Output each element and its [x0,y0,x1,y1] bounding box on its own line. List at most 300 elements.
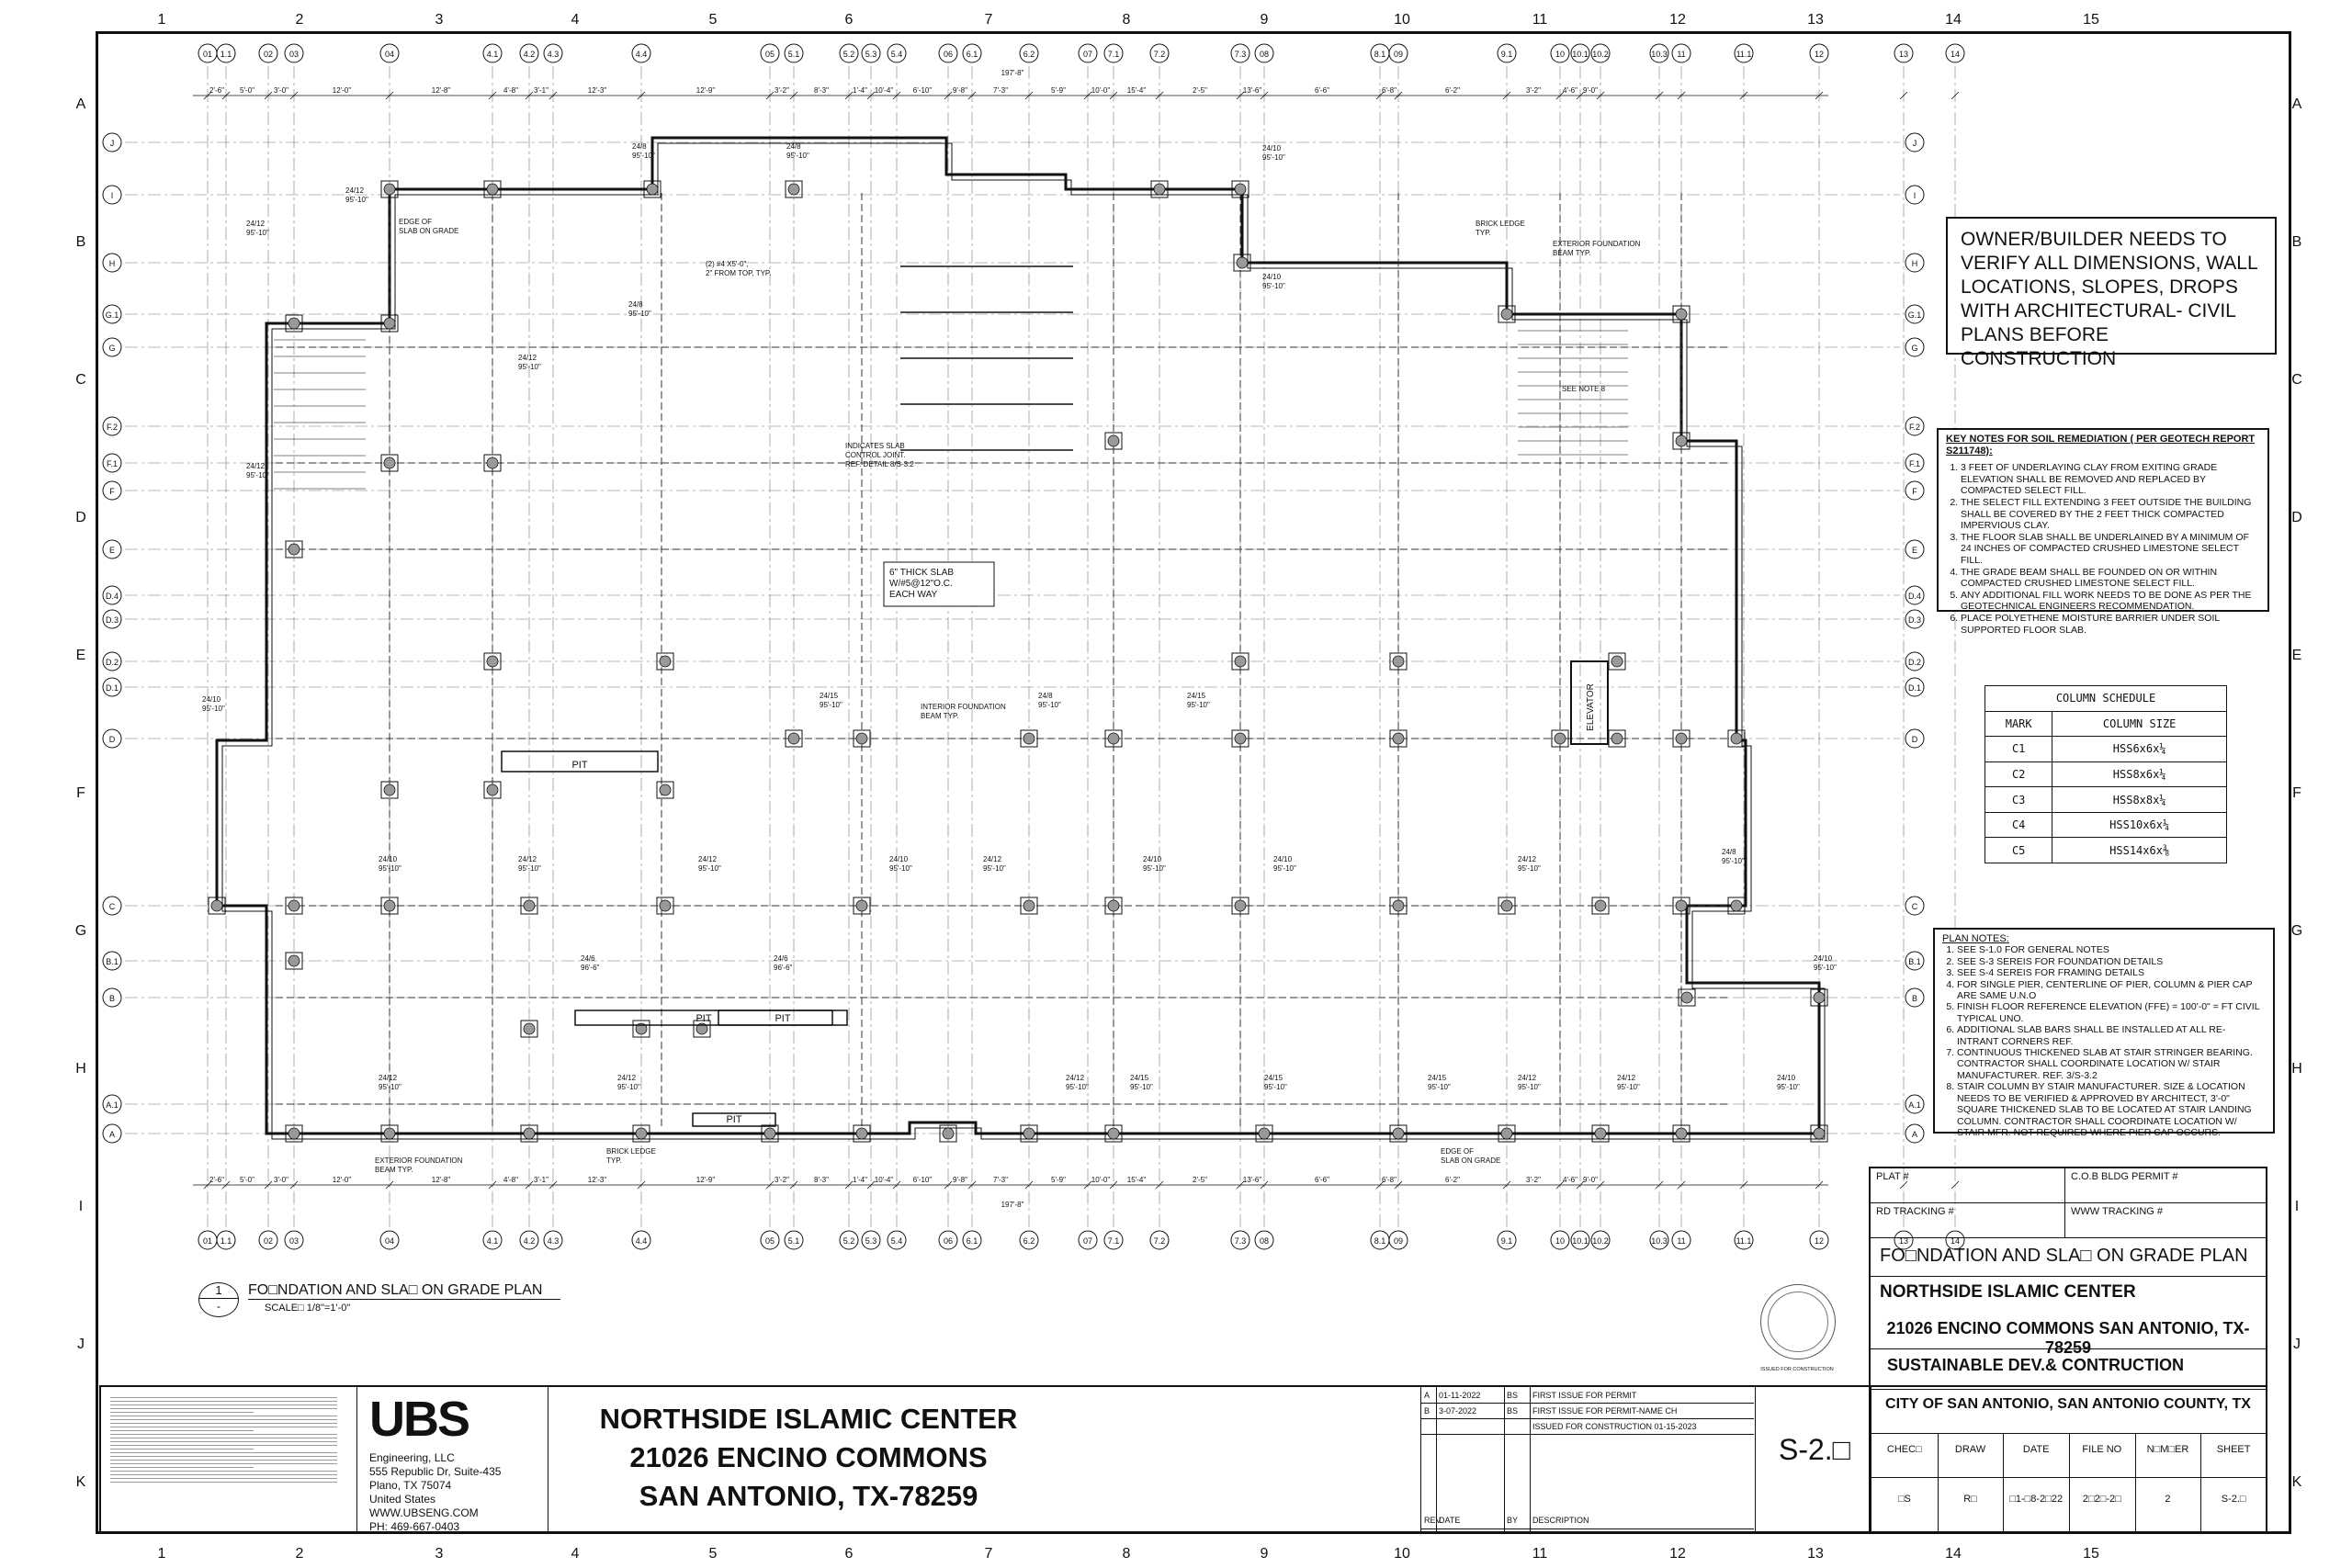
border-grid-number: 15 [2083,1546,2099,1562]
pier [1235,900,1246,911]
row-bubble-label: F.2 [1908,423,1921,432]
pier [1108,733,1119,744]
pier [1393,656,1404,667]
title-grid-header: FILE NO [2082,1444,2122,1455]
engineer-seal [1753,1268,1863,1378]
client-name: SUSTAINABLE DEV.& CONTRUCTION [1887,1356,2185,1374]
column-bubble-label: 11 [1677,50,1686,59]
pier-label: 95'-10" [246,229,269,237]
dimension-text: 6'-6" [1315,1176,1329,1184]
soil-notes-title: KEY NOTES FOR SOIL REMEDIATION ( PER GEOTECH REPORT S211748): [1946,434,2256,457]
pier [384,1128,395,1139]
pier-label: 95'-10" [698,864,721,873]
column-bubble-label: 10 [1555,50,1566,59]
pier-label: 95'-10" [1264,1083,1287,1091]
border-grid-letter: E [75,648,86,663]
seal-issued-text: ISSUED FOR CONSTRUCTION [1760,1367,1834,1372]
pier-label: 96'-6" [774,964,793,972]
border-grid-number: 10 [1394,12,1410,28]
border-grid-number: 10 [1394,1546,1410,1562]
dimension-text: 3'-0" [274,86,288,95]
pier [1023,1128,1035,1139]
dimension-text: 10'-0" [1091,86,1111,95]
plan-note-item: 8. STAIR COLUMN BY STAIR MANUFACTURER. SIZE & LOCATION NEEDS TO BE VERIFIED & APPROVED BY ARCHITECT, 3'-0" SQUARE THICKENED SLAB TO BE LOCATED AT STAIR LANDING COLUMN. CONTRACTOR SHALL COORDINATE LOCATION W/ STAIR MFR. NOT REQUIRED WHERE PIER CAP OCCURS. [1957,1081,2266,1138]
title-grid-header: DATE [2022,1444,2050,1455]
title-grid-value: □1-□8-2□22 [2009,1494,2064,1505]
brick-ledge-label: BRICK LEDGE [606,1147,656,1156]
pier-label: 95'-10" [1273,864,1296,873]
column-bubble-label: 01 [202,50,213,59]
dimension-text: 4'-8" [503,86,518,95]
column-bubble-label: 08 [1259,1236,1270,1246]
dimension-text: 5'-0" [240,1176,254,1184]
row-bubble-label: F [109,487,115,496]
pier-label: 24/8 [1038,692,1053,700]
border-grid-number: 12 [1669,12,1686,28]
dimension-text: 7'-3" [993,86,1008,95]
dimension-text: 4'-6" [1563,86,1577,95]
row-bubble-label: F [1912,487,1917,496]
row-bubble-label: G.1 [1907,310,1922,320]
owner-verify-note: OWNER/BUILDER NEEDS TO VERIFY ALL DIMENSIONS, WALL LOCATIONS, SLOPES, DROPS WITH ARCHITECTURAL- CIVIL PLANS BEFORE CONSTRUCTION [1946,217,2277,355]
row-bubble-label: G.1 [105,310,119,320]
pier-label: 24/10 [1273,855,1293,863]
pier-label: 95'-10" [1187,701,1210,709]
border-grid-number: 15 [2083,12,2099,28]
dimension-text: 1'-4" [853,86,867,95]
schedule-row [1985,838,2227,863]
dimension-text: 9'-0" [1583,86,1598,95]
column-bubble-label: 7.2 [1153,50,1166,59]
soil-notes-list [1946,462,2260,636]
pier-label: 96'-6" [581,964,600,972]
pier-label: 24/12 [379,1074,398,1082]
schedule-mark: C2 [1985,761,2052,787]
row-bubble-label: J [1912,139,1917,148]
pier-label: 24/8 [632,142,647,151]
pier-label: 24/10 [1143,855,1162,863]
schedule-mark: C1 [1985,737,2052,762]
revision-cell: 3-07-2022 [1439,1406,1477,1416]
dimension-text: 12'-9" [695,86,716,95]
pier [1393,900,1404,911]
plan-notes [1933,928,2275,1138]
row-bubble-label: C [1911,902,1918,911]
pier-label: 24/12 [1518,855,1537,863]
row-bubble-label: D [1911,735,1918,744]
pier [943,1128,954,1139]
border-grid-letter: D [2291,510,2302,525]
pier [1611,733,1623,744]
building-outline [217,138,1819,1134]
pier [384,900,395,911]
soil-note-item: 4. THE GRADE BEAM SHALL BE FOUNDED ON OR WITHIN COMPACTED CRUSHED LIMESTONE SELECT FILL. [1961,567,2260,590]
column-bubble-label: 10.3 [1651,1236,1668,1246]
border-grid-letter: D [75,510,86,525]
plan-note-item: 3. SEE S-4 SEREIS FOR FRAMING DETAILS [1957,967,2266,978]
slab-joint-label: INDICATES SLAB [845,442,905,450]
big-title-line-3: SAN ANTONIO, TX-78259 [639,1480,978,1512]
schedule-header-mark: MARK [1985,711,2052,737]
dimension-text: 12'-3" [587,86,607,95]
title-grid-value: 2□2□-2□ [2082,1494,2121,1505]
pier [1235,733,1246,744]
cob-permit-field: C.O.B BLDG PERMIT # [2065,1168,2266,1203]
pier [788,733,799,744]
title-grid-value: □S [1897,1494,1911,1505]
row-bubble-label: A.1 [1908,1100,1921,1110]
pier [1235,656,1246,667]
pier [384,784,395,795]
pier [1393,1128,1404,1139]
dimension-text: 15'-4" [1126,1176,1147,1184]
www-tracking-field: WWW TRACKING # [2065,1203,2266,1238]
pier-label: 24/15 [1130,1074,1149,1082]
dimension-text: 10'-4" [874,1176,894,1184]
border-grid-letter: B [75,234,86,250]
pier [1501,900,1512,911]
row-bubble-label: H [1911,259,1918,268]
pier [1814,1128,1825,1139]
pier [288,544,300,555]
pier [524,900,535,911]
rebar-note: 2" FROM TOP, TYP. [706,269,772,277]
column-bubble-label: 4.1 [486,1236,499,1246]
column-bubble-label: 4.4 [635,50,648,59]
column-bubble-label: 5.4 [890,1236,903,1246]
pier [1501,1128,1512,1139]
border-grid-letter: C [75,372,86,388]
revision-table [1421,1387,1754,1532]
slab-note: 6" THICK SLAB [889,568,955,578]
plan-note-item: 1. SEE S-1.0 FOR GENERAL NOTES [1957,944,2266,955]
schedule-size: HSS8x8x¼ [2052,787,2227,813]
title-grid-value: R□ [1963,1494,1977,1505]
column-schedule [1984,685,2227,863]
border-grid-letter: K [75,1474,86,1490]
edge-slab-label: SLAB ON GRADE [399,227,459,235]
pier-label: 24/12 [345,186,365,195]
border-grid-number: 4 [571,12,580,28]
pier [856,733,867,744]
jurisdiction: CITY OF SAN ANTONIO, SAN ANTONIO COUNTY, TX [1885,1396,2251,1412]
dimension-text: 3'-2" [1526,1176,1541,1184]
pier-label: 24/10 [202,695,221,704]
elevator-label: ELEVATOR [1586,683,1596,731]
dimension-text: 2'-5" [1193,86,1207,95]
pier [1501,309,1512,320]
pier-label: 95'-10" [379,1083,401,1091]
dimension-text: 5'-0" [240,86,254,95]
pier-label: 95'-10" [1814,964,1837,972]
column-bubble-label: 6.1 [966,50,978,59]
border-grid-number: 6 [844,12,854,28]
dimension-text: 15'-4" [1126,86,1147,95]
column-bubble-label: 6.2 [1023,1236,1035,1246]
row-bubble-label: D.4 [1907,592,1922,601]
column-bubble-label: 11 [1677,1236,1686,1246]
column-bubble-label: 10.2 [1592,50,1609,59]
schedule-size: HSS14x6x⅜ [2052,838,2227,863]
column-bubble-label: 04 [384,1236,395,1246]
schedule-size: HSS10x6x¼ [2052,812,2227,838]
column-bubble-label: 14 [1950,50,1961,59]
border-grid-letter: C [2291,372,2302,388]
pier [856,1128,867,1139]
column-bubble-label: 11.1 [1736,50,1752,59]
dimension-text: 6'-2" [1445,1176,1460,1184]
title-grid-value: S-2.□ [2221,1494,2246,1505]
revision-cell: BS [1507,1406,1519,1416]
column-bubble-label: 10.2 [1592,1236,1609,1246]
plan-note-item: 2. SEE S-3 SEREIS FOR FOUNDATION DETAILS [1957,956,2266,967]
dimension-text: 12'-3" [587,1176,607,1184]
dimension-text: 5'-9" [1051,1176,1066,1184]
schedule-size: HSS6x6x¼ [2052,737,2227,762]
schedule-row [1985,737,2227,762]
rebar-note: (2) #4 X5'-0", [706,260,749,268]
schedule-header-size: COLUMN SIZE [2052,711,2227,737]
column-bubble-label: 12 [1814,1236,1825,1246]
plan-notes-list [1942,944,2266,1138]
pier-label: 95'-10" [202,705,225,713]
company-city: Plano, TX 75074 [369,1479,452,1492]
row-bubble-label: E [108,546,116,555]
soil-note-item: 3. THE FLOOR SLAB SHALL BE UNDERLAINED BY A MINIMUM OF 24 INCHES OF COMPACTED CRUSHED LIMESTONE SELECT FILL. [1961,532,2260,567]
pier-label: 24/6 [774,954,788,963]
pier [788,184,799,195]
pier [288,900,300,911]
column-bubble-label: 14 [1950,1236,1961,1246]
column-bubble-label: 06 [943,50,954,59]
column-bubble-label: 4.4 [635,1236,648,1246]
row-bubble-label: B [1911,994,1918,1003]
legal-fine-print [110,1394,349,1523]
pier [1154,184,1165,195]
border-grid-number: 9 [1260,1546,1269,1562]
pier-label: 95'-10" [820,701,842,709]
row-bubble-label: D.1 [105,683,119,693]
border-grid-letter: E [2291,648,2302,663]
column-bubble-label: 8.1 [1374,1236,1386,1246]
schedule-mark: C3 [1985,787,2052,813]
pier [1393,733,1404,744]
border-grid-number: 8 [1122,12,1131,28]
soil-note-item: 1. 3 FEET OF UNDERLAYING CLAY FROM EXITING GRADE ELEVATION SHALL BE REMOVED AND REPLACED BY COMPACTED SELECT FILL. [1961,462,2260,497]
pit-label: PIT [695,1013,712,1024]
brick-ledge-label: TYP. [1476,229,1491,237]
pier-label: 95'-10" [1038,701,1061,709]
dimension-text: 3'-2" [775,86,789,95]
pier-label: 95'-10" [1066,1083,1089,1091]
pier [1108,1128,1119,1139]
pier-label: 95'-10" [345,196,368,204]
dimension-text: 8'-3" [814,86,829,95]
column-bubble-label: 5.1 [787,50,800,59]
pier-label: 95'-10" [786,152,809,160]
border-grid-number: 12 [1669,1546,1686,1562]
schedule-row [1985,787,2227,813]
column-bubble-label: 7.2 [1153,1236,1166,1246]
dimension-text: 12'-0" [332,86,352,95]
int-beam-label: INTERIOR FOUNDATION [921,703,1006,711]
column-bubble-label: 03 [288,1236,300,1246]
company-web: WWW.UBSENG.COM [369,1506,479,1519]
pier [1676,900,1687,911]
company-country: United States [369,1493,436,1506]
plan-note-item: 7. CONTINUOUS THICKENED SLAB AT STAIR STRINGER BEARING. CONTRACTOR SHALL COORDINATE LOCATION W/ STAIR MANUFACTURER. REF. 3/S-3.2 [1957,1047,2266,1081]
ubs-logo: UBS [369,1392,469,1447]
dimension-text: 5'-9" [1051,86,1066,95]
row-bubble-label: F.2 [106,423,119,432]
column-bubble-label: 1.1 [220,1236,232,1246]
ext-beam-label: BEAM TYP. [1553,249,1591,257]
column-bubble-label: 04 [384,50,395,59]
column-bubble-label: 6.2 [1023,50,1035,59]
border-grid-number: 5 [708,12,718,28]
pier [1259,1128,1270,1139]
column-bubble-label: 12 [1814,50,1825,59]
border-grid-number: 4 [571,1546,580,1562]
revision-cell: B [1424,1406,1430,1416]
column-bubble-label: 7.3 [1234,50,1247,59]
schedule-size: HSS8x6x¼ [2052,761,2227,787]
dimension-text: 6'-8" [1382,1176,1396,1184]
pier [524,1023,535,1034]
pier [487,184,498,195]
pier-label: 95'-10" [1262,282,1285,290]
pier [1681,992,1692,1003]
pier [1731,733,1742,744]
dimension-text: 6'-8" [1382,86,1396,95]
column-bubble-label: 05 [764,1236,775,1246]
dimension-text: 9'-8" [953,86,967,95]
title-grid-header: SHEET [2216,1444,2251,1455]
row-bubble-label: G [1911,344,1918,353]
border-grid-letter: H [2291,1061,2302,1077]
border-grid-letter: A [2291,96,2302,112]
column-bubble-label: 4.1 [486,50,499,59]
ext-beam-label: BEAM TYP. [375,1166,413,1174]
pier-label: 95'-10" [1617,1083,1640,1091]
border-grid-number: 9 [1260,12,1269,28]
drawing-name: FO□NDATION AND SLA□ ON GRADE PLAN [248,1282,560,1300]
pier-label: 95'-10" [983,864,1006,873]
bottom-title-strip [99,1385,2267,1534]
column-bubble-label: 9.1 [1500,50,1513,59]
revision-cell: DATE [1439,1516,1461,1525]
overall-dimension: 197'-8" [1001,1201,1024,1209]
dimension-text: 6'-2" [1445,86,1460,95]
row-bubble-label: I [110,191,114,200]
row-bubble-label: G [108,344,116,353]
title-grid-header: CHEC□ [1886,1444,1922,1455]
pier [1235,184,1246,195]
border-grid-number: 14 [1945,12,1962,28]
company-street: 555 Republic Dr, Suite-435 [369,1465,502,1478]
column-bubble-label: 1.1 [220,50,232,59]
column-bubble-label: 5.1 [787,1236,800,1246]
row-bubble-label: D.2 [1907,658,1922,667]
pier-label: 24/12 [1617,1074,1636,1082]
soil-note-item: 6. PLACE POLYETHENE MOISTURE BARRIER UNDER SOIL SUPPORTED FLOOR SLAB. [1961,613,2260,636]
pier [384,184,395,195]
pier-label: 24/12 [518,354,537,362]
pier-label: 24/10 [1262,273,1282,281]
pier-label: 24/10 [1777,1074,1796,1082]
dimension-text: 7'-3" [993,1176,1008,1184]
ext-beam-label: EXTERIOR FOUNDATION [375,1156,463,1165]
border-grid-number: 5 [708,1546,718,1562]
column-schedule-title: COLUMN SCHEDULE [1985,686,2227,712]
dimension-text: 12'-0" [332,1176,352,1184]
project-name: NORTHSIDE ISLAMIC CENTER [1880,1282,2136,1302]
pier-label: 95'-10" [889,864,912,873]
column-bubble-label: 03 [288,50,300,59]
column-bubble-label: 7.3 [1234,1236,1247,1246]
border-grid-letter: I [78,1199,84,1214]
border-grid-letter: J [77,1337,85,1352]
brick-ledge-label: BRICK LEDGE [1476,220,1525,228]
pier [1676,733,1687,744]
pier-label: 95'-10" [1143,864,1166,873]
pier [1555,733,1566,744]
row-bubble-label: A.1 [106,1100,119,1110]
border-grid-number: 3 [435,1546,444,1562]
column-bubble-label: 10.1 [1572,1236,1589,1246]
row-bubble-label: D.1 [1907,683,1922,693]
pier-label: 95'-10" [1777,1083,1800,1091]
pier [1814,992,1825,1003]
column-bubble-label: 4.3 [547,50,560,59]
pier [660,656,671,667]
schedule-row [1985,761,2227,787]
title-grid-header: DRAW [1954,1444,1986,1455]
pier [660,784,671,795]
revision-cell: REV. [1424,1516,1443,1525]
pier-label: 24/12 [1518,1074,1537,1082]
revision-cell: DESCRIPTION [1532,1516,1589,1525]
border-grid-letter: I [2294,1199,2300,1214]
brick-ledge-label: TYP. [606,1156,622,1165]
slab-edge-line [222,143,1825,1139]
dimension-text: 6'-6" [1315,86,1329,95]
dimension-text: 3'-1" [534,1176,548,1184]
border-grid-letter: G [74,923,87,939]
pier [1023,900,1035,911]
plan-notes-title: PLAN NOTES: [1942,933,2009,944]
pit-label: PIT [726,1114,742,1125]
pit-label: PIT [775,1013,791,1024]
column-bubble-label: 9.1 [1500,1236,1513,1246]
revision-cell: FIRST ISSUE FOR PERMIT [1532,1391,1637,1400]
big-title-line-1: NORTHSIDE ISLAMIC CENTER [599,1403,1018,1435]
row-bubble-label: H [108,259,116,268]
soil-note-item: 5. ANY ADDITIONAL FILL WORK NEEDS TO BE DONE AS PER THE GEOTECHNICAL ENGINEERS RECOMMENDATION. [1961,590,2260,613]
column-bubble-label: 02 [263,1236,274,1246]
row-bubble-label: D.2 [105,658,119,667]
revision-cell: ISSUED FOR CONSTRUCTION 01-15-2023 [1532,1422,1697,1431]
border-grid-number: 3 [435,12,444,28]
column-bubble-label: 09 [1393,1236,1404,1246]
border-grid-number: 14 [1945,1546,1962,1562]
pier [1237,257,1248,268]
pier [384,318,395,329]
project-big-title [551,1400,1066,1516]
sheet-number: S-2.□ [1778,1433,1850,1466]
pier-label: 24/12 [698,855,718,863]
border-grid-number: 13 [1807,12,1824,28]
